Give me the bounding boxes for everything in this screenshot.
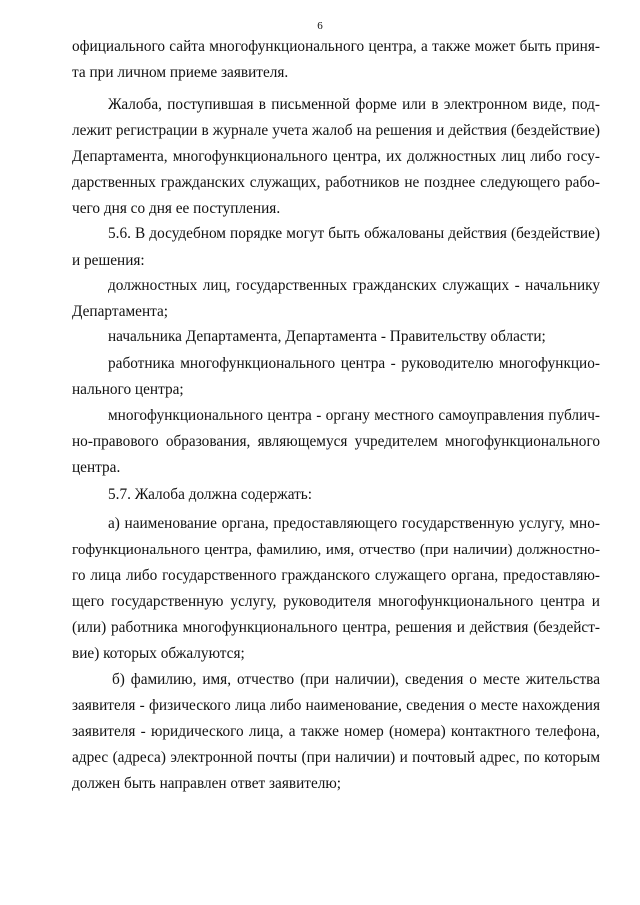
text-line: чего дня со дня ее поступления. (72, 200, 281, 217)
text-line: 5.7. Жалоба должна содержать: (108, 486, 313, 503)
text-line: го лица либо государственного гражданского служащего органа, предоставляю- (72, 567, 600, 584)
text-line: лежит регистрации в журнале учета жалоб на решения и действия (бездействие) (72, 122, 600, 139)
text-line: (или) работника многофункционального центра, решения и действия (бездейст- (72, 619, 600, 636)
text-line: и решения: (72, 252, 145, 269)
text-line: гофункционального центра, фамилию, имя, отчество (при наличии) должностно- (72, 542, 600, 558)
text-line: Департамента, многофункционального центра, их должностных лиц либо госу- (72, 148, 600, 165)
text-line: нального центра; (72, 381, 184, 398)
text-line: вие) которых обжалуются; (72, 645, 245, 662)
text-line: но-правового образования, являющемуся учредителем многофункционального (72, 433, 600, 450)
text-line: должностных лиц, государственных гражданских служащих - начальнику (108, 277, 600, 294)
text-line: официального сайта многофункционального центра, а также может быть приня- (72, 38, 600, 55)
text-line: б) фамилию, имя, отчество (при наличии), сведения о месте жительства (112, 671, 600, 688)
text-line: заявителя - юридического лица, а также номер (номера) контактного телефона, (72, 723, 600, 740)
text-line: многофункционального центра - органу местного самоуправления публич- (108, 407, 600, 424)
text-line: Жалоба, поступившая в письменной форме или в электронном виде, под- (108, 96, 600, 113)
text-line: 5.6. В досудебном порядке могут быть обжалованы действия (бездействие) (108, 225, 600, 242)
text-line: должен быть направлен ответ заявителю; (72, 775, 342, 792)
text-line: а) наименование органа, предоставляющего государственную услугу, мно- (108, 515, 600, 532)
text-line: щего государственную услугу, руководителя многофункционального центра и (72, 593, 600, 610)
text-line: адрес (адреса) электронной почты (при наличии) и почтовый адрес, по которым (72, 749, 600, 766)
text-line: та при личном приеме заявителя. (72, 64, 289, 81)
text-line: Департамента; (72, 303, 169, 320)
text-line: работника многофункционального центра - руководителю многофункцио- (108, 355, 600, 372)
text-line: дарственных гражданских служащих, работников не позднее следующего рабо- (72, 174, 600, 191)
text-line: центра. (72, 459, 121, 476)
page-number: 6 (317, 20, 323, 32)
text-line: заявителя - физического лица либо наименование, сведения о месте нахождения (72, 697, 600, 714)
text-line: начальника Департамента, Департамента - Правительству области; (108, 328, 546, 345)
